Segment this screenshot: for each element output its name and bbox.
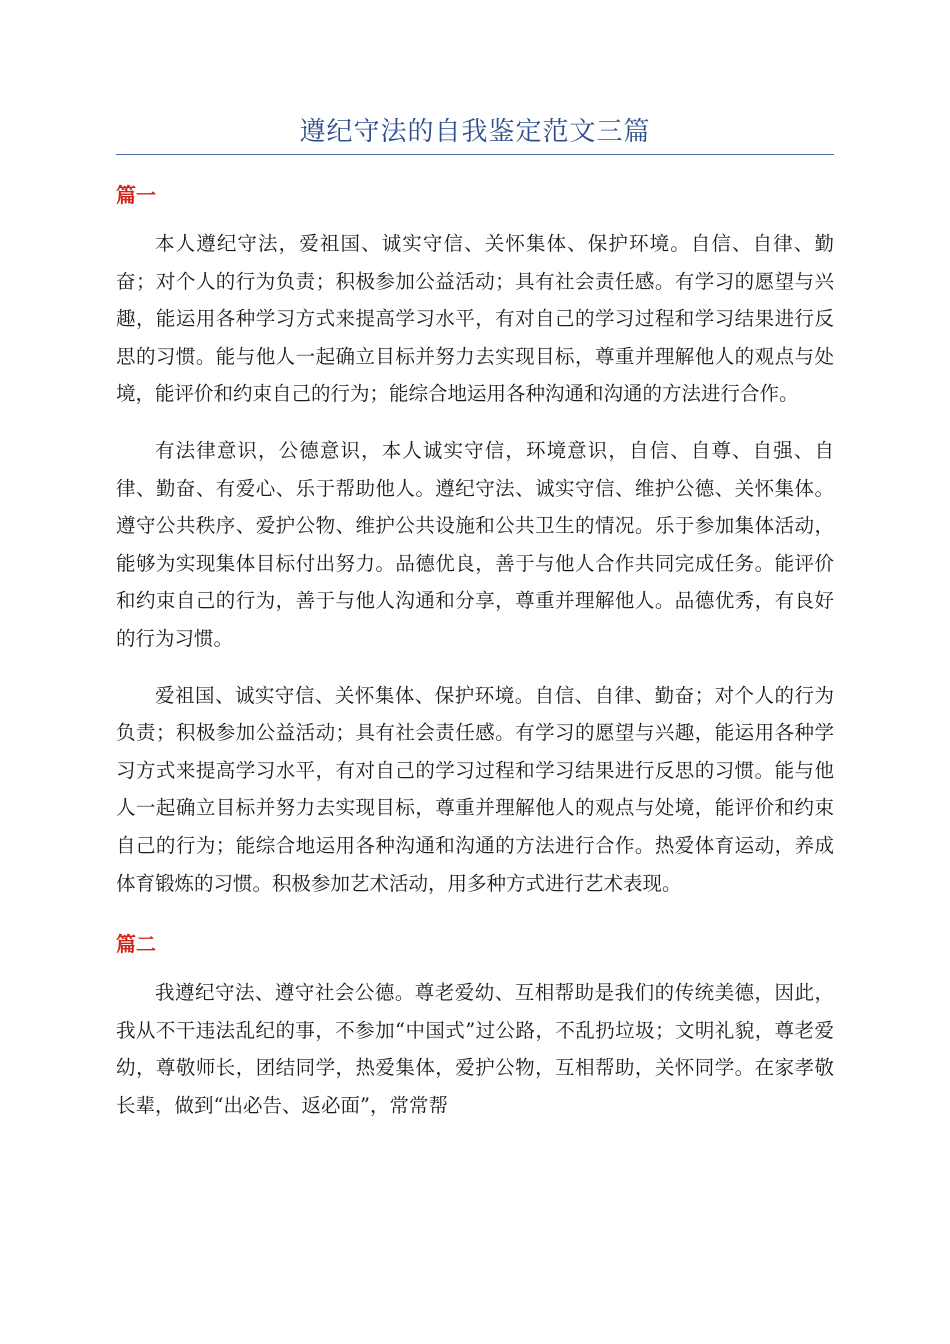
paragraph: 我遵纪守法、遵守社会公德。尊老爱幼、互相帮助是我们的传统美德，因此，我从不干违法乱纪的事，不参加“中国式”过公路，不乱扔垃圾；文明礼貌，尊老爱幼，尊敬师长，团结同学，热爱集体，爱护公物，互相帮助，关怀同学。在家孝敬长辈，做到“出必告、返必面”，常常帮 bbox=[116, 981, 834, 1117]
paragraph: 爱祖国、诚实守信、关怀集体、保护环境。自信、自律、勤奋；对个人的行为负责；积极参加公益活动；具有社会责任感。有学习的愿望与兴趣，能运用各种学习方式来提高学习水平，有对自己的学习过程和学习结果进行反思的习惯。能与他人一起确立目标并努力去实现目标，尊重并理解他人的观点与处境，能评价和约束自己的行为；能综合地运用各种沟通和沟通的方法进行合作。热爱体育运动，养成体育锻炼的习惯。积极参加艺术活动，用多种方式进行艺术表现。 bbox=[116, 683, 834, 895]
section-heading: 篇二 bbox=[116, 932, 156, 957]
section-2 bbox=[116, 930, 834, 1124]
paragraph: 本人遵纪守法，爱祖国、诚实守信、关怀集体、保护环境。自信、自律、勤奋；对个人的行为负责；积极参加公益活动；具有社会责任感。有学习的愿望与兴趣，能运用各种学习方式来提高学习水平，有对自己的学习过程和学习结果进行反思的习惯。能与他人一起确立目标并努力去实现目标，尊重并理解他人的观点与处境，能评价和约束自己的行为；能综合地运用各种沟通和沟通的方法进行合作。 bbox=[116, 232, 834, 406]
paragraph: 有法律意识，公德意识，本人诚实守信，环境意识，自信、自尊、自强、自律、勤奋、有爱心、乐于帮助他人。遵纪守法、诚实守信、维护公德、关怀集体。遵守公共秩序、爱护公物、维护公共设施和公共卫生的情况。乐于参加集体活动，能够为实现集体目标付出努力。品德优良，善于与他人合作共同完成任务。能评价和约束自己的行为，善于与他人沟通和分享，尊重并理解他人。品德优秀，有良好的行为习惯。 bbox=[116, 438, 834, 650]
document-title: 遵纪守法的自我鉴定范文三篇 bbox=[299, 117, 651, 147]
document-page bbox=[116, 112, 834, 1143]
section-heading: 篇一 bbox=[116, 183, 156, 207]
section-1 bbox=[116, 181, 834, 902]
title-underline bbox=[116, 154, 834, 155]
